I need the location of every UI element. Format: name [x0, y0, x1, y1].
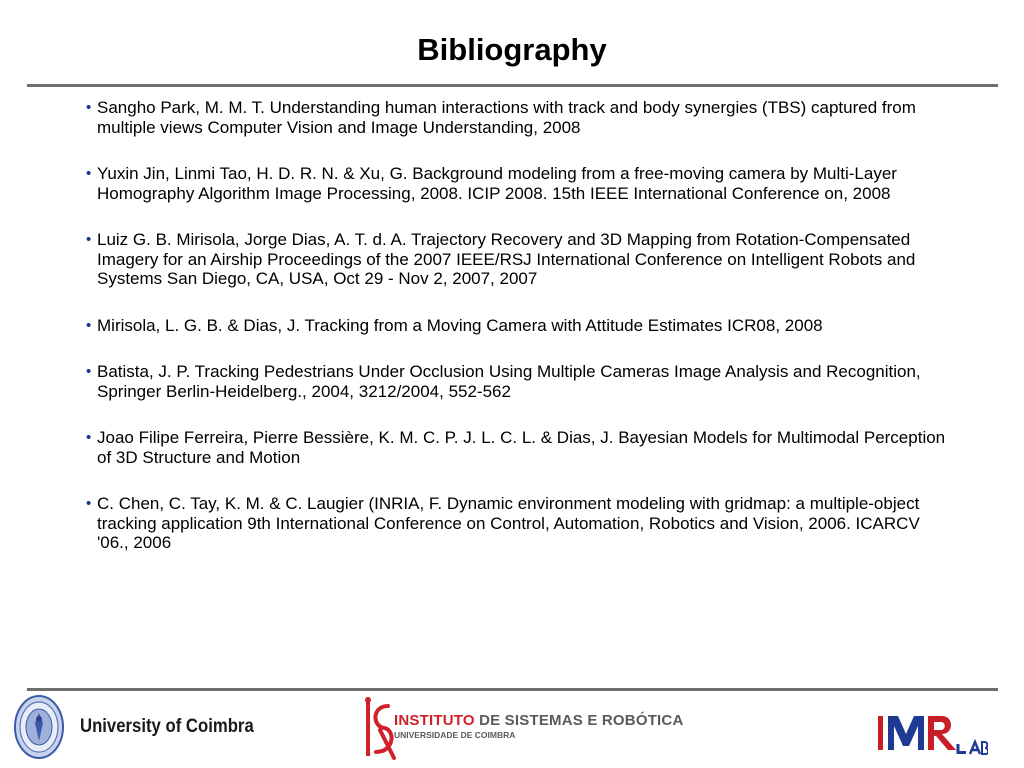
isr-name	[394, 713, 684, 740]
bullet-icon: •	[86, 231, 92, 248]
footer-divider	[27, 688, 998, 691]
slide-title: Bibliography	[417, 32, 607, 67]
reference-text: Yuxin Jin, Linmi Tao, H. D. R. N. & Xu, G. Background modeling from a free-moving camera by Multi-Layer Homography Algorithm Image Processing, 2008. ICIP 2008. 15th IEEE International Conference on, 2008	[97, 164, 897, 203]
reference-text: Joao Filipe Ferreira, Pierre Bessière, K. M. C. P. J. L. C. L. & Dias, J. Bayesian Models for Multimodal Perception of 3D Structure and Motion	[97, 428, 946, 467]
reference-item	[86, 98, 946, 137]
bullet-icon: •	[86, 429, 92, 446]
reference-item	[86, 362, 946, 401]
reference-item	[86, 428, 946, 467]
reference-item	[86, 230, 946, 289]
reference-list	[86, 98, 946, 580]
bullet-icon: •	[86, 99, 92, 116]
bullet-icon: •	[86, 316, 92, 334]
reference-item	[86, 316, 946, 336]
reference-item	[86, 164, 946, 203]
isr-word-instituto: INSTITUTO	[394, 712, 475, 729]
university-seal-icon	[14, 695, 64, 759]
reference-text: C. Chen, C. Tay, K. M. & C. Laugier (INRIA, F. Dynamic environment modeling with gridmap: a multiple-object tracking application 9th International Conference on Control, Automation, Robotics and Vision, 2006. ICARCV '06., 2006	[97, 494, 920, 552]
bullet-icon: •	[86, 363, 92, 380]
bullet-icon: •	[86, 165, 92, 182]
university-name: University of Coimbra	[80, 716, 254, 737]
isr-mark-icon	[358, 696, 398, 762]
mrlab-logo	[876, 708, 988, 756]
reference-text: Luiz G. B. Mirisola, Jorge Dias, A. T. d. A. Trajectory Recovery and 3D Mapping from Rotation-Compensated Imagery for an Airship Proceedings of the 2007 IEEE/RSJ International Conference on Intelligent Robots and Systems San Diego, CA, USA, Oct 29 - Nov 2, 2007, 2007	[97, 230, 916, 288]
reference-text: Mirisola, L. G. B. & Dias, J. Tracking from a Moving Camera with Attitude Estimates ICR08, 2008	[97, 315, 823, 335]
reference-text: Batista, J. P. Tracking Pedestrians Under Occlusion Using Multiple Cameras Image Analysis and Recognition, Springer Berlin-Heidelberg., 2004, 3212/2004, 552-562	[97, 362, 921, 401]
bullet-icon: •	[86, 495, 92, 512]
reference-text: Sangho Park, M. M. T. Understanding human interactions with track and body synergies (TBS) captured from multiple views Computer Vision and Image Understanding, 2008	[97, 98, 916, 137]
isr-word-rest: DE SISTEMAS E ROBÓTICA	[474, 712, 684, 729]
isr-subline: UNIVERSIDADE DE COIMBRA	[394, 730, 516, 740]
reference-item	[86, 494, 946, 553]
title-divider	[27, 84, 998, 87]
